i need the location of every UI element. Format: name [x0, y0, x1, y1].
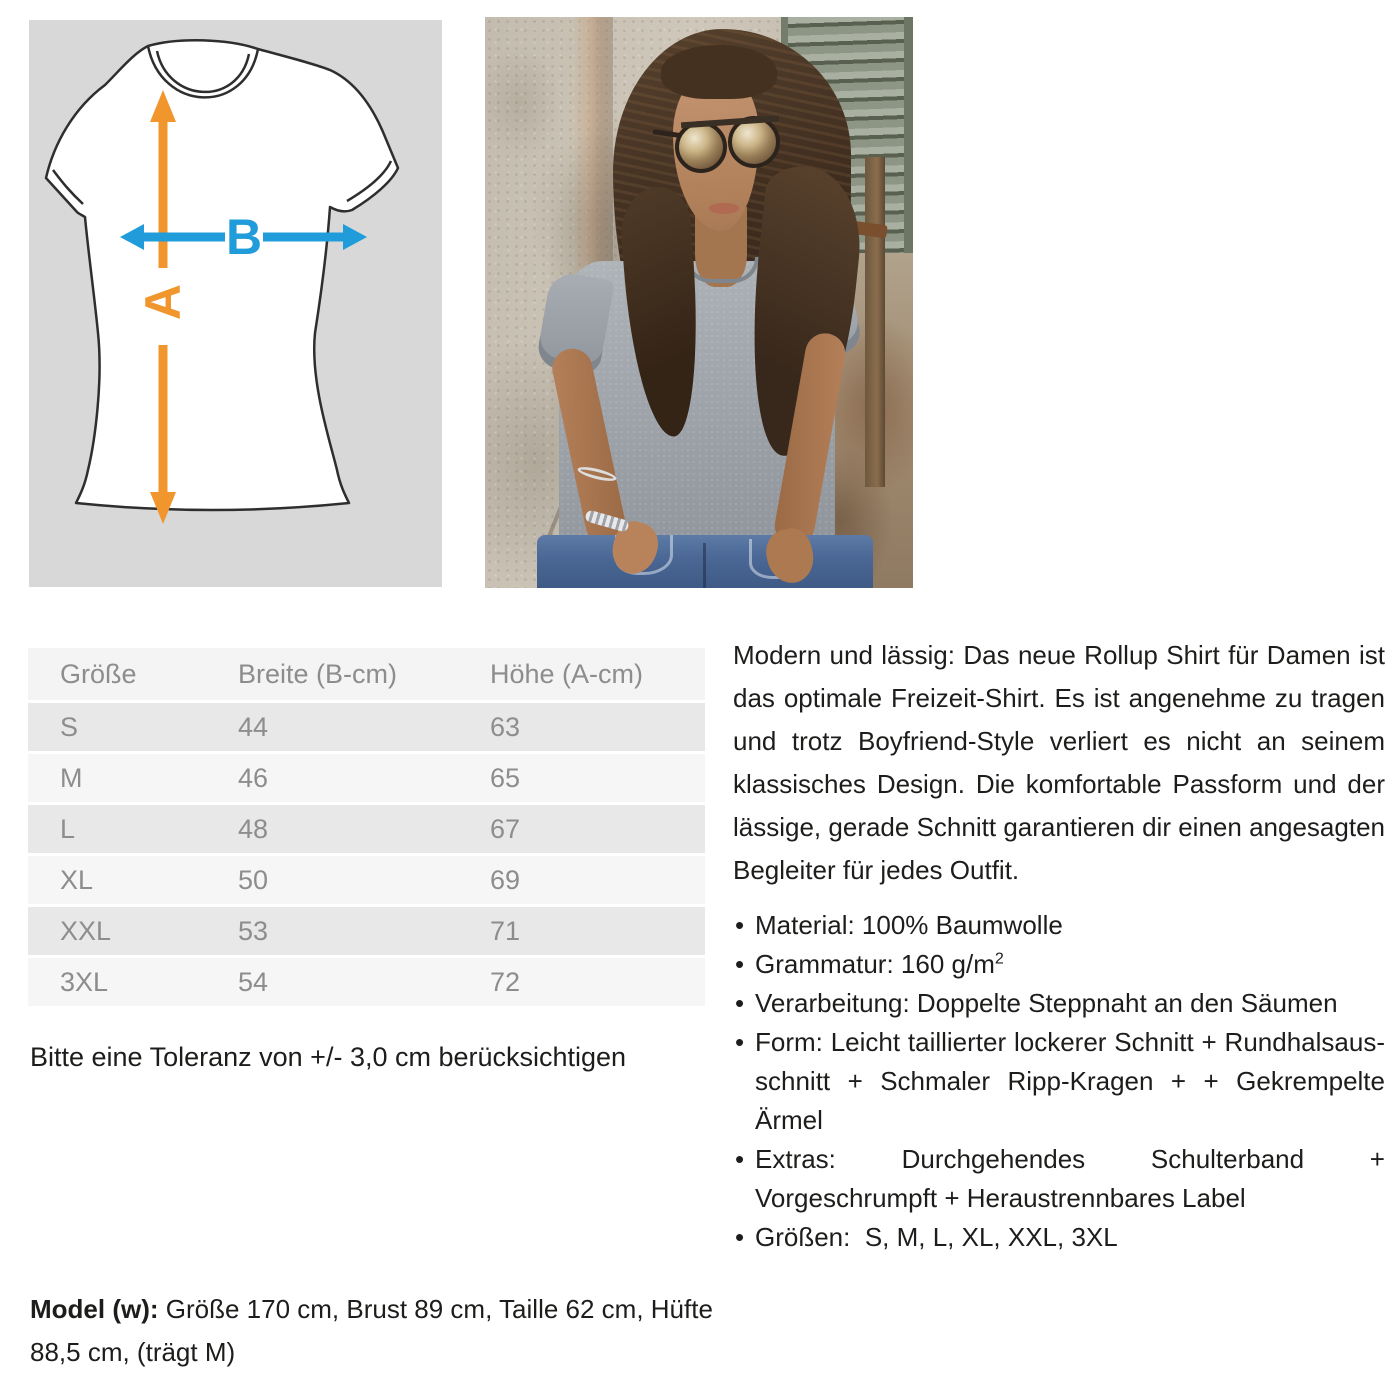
width-label: B — [225, 209, 263, 265]
size-diagram-box — [29, 20, 442, 587]
tshirt-outline — [46, 40, 398, 510]
spec-text: Größen: S, M, L, XL, XXL, 3XL — [755, 1222, 1118, 1252]
table-cell: 67 — [490, 813, 521, 844]
table-row — [28, 703, 705, 751]
table-cell: 48 — [238, 813, 269, 844]
table-cell: 63 — [490, 711, 521, 742]
table-cell: 72 — [490, 966, 521, 997]
table-row — [28, 754, 705, 802]
header-hoehe: Höhe (A-cm) — [490, 658, 644, 689]
height-label: A — [135, 283, 191, 321]
model-info — [30, 1288, 740, 1374]
spec-text: Material: 100% Baumwolle — [755, 910, 1063, 940]
spec-item — [733, 1023, 1385, 1140]
spec-text: Verarbeitung: Doppelte Steppnaht an den Säumen — [755, 988, 1338, 1018]
table-cell: 54 — [238, 966, 269, 997]
table-cell: 71 — [490, 915, 521, 946]
model-info-label: Model (w): — [30, 1294, 159, 1324]
header-groesse: Größe — [60, 658, 137, 689]
size-table-rows — [28, 703, 705, 1006]
model-hair-fringe — [661, 45, 777, 99]
model-info-text: Größe 170 cm, Brust 89 cm, Taille 62 cm, Hüfte 88,5 cm, (trägt M) — [30, 1294, 713, 1367]
jeans-fly-seam — [703, 543, 706, 588]
superscript: 2 — [994, 949, 1004, 968]
spec-item — [733, 1218, 1385, 1257]
wood-beam — [865, 157, 885, 487]
header-breite: Breite (B-cm) — [238, 658, 398, 689]
table-cell: XL — [60, 864, 94, 895]
table-cell: 46 — [238, 762, 269, 793]
table-cell: 50 — [238, 864, 269, 895]
table-row — [28, 958, 705, 1006]
table-row — [28, 907, 705, 955]
product-description — [733, 634, 1385, 1257]
table-row — [28, 856, 705, 904]
table-cell: L — [60, 813, 76, 844]
tolerance-note: Bitte eine Toleranz von +/- 3,0 cm berücksichtigen — [30, 1042, 627, 1072]
spec-item — [733, 1140, 1385, 1218]
model-lips — [709, 203, 739, 214]
spec-text: Grammatur: 160 g/m — [755, 949, 995, 979]
table-cell: 44 — [238, 711, 269, 742]
spec-list — [733, 906, 1385, 1257]
bullet-icon: • — [735, 910, 745, 940]
tshirt-measure-diagram — [29, 20, 442, 587]
model-jeans — [537, 535, 873, 588]
bullet-icon: • — [735, 949, 745, 979]
table-cell: XXL — [60, 915, 112, 946]
bullet-icon: • — [735, 1222, 745, 1252]
bullet-icon: • — [735, 1027, 745, 1057]
size-table-header — [28, 648, 705, 700]
table-row — [28, 805, 705, 853]
spec-item — [733, 945, 1385, 984]
table-cell: 53 — [238, 915, 269, 946]
table-cell: 3XL — [60, 966, 109, 997]
bullet-icon: • — [735, 988, 745, 1018]
product-photo — [485, 17, 913, 588]
size-table — [28, 648, 705, 1006]
bullet-icon: • — [735, 1144, 745, 1174]
spec-item — [733, 906, 1385, 945]
table-cell: 69 — [490, 864, 521, 895]
spec-text: Extras: Durchgehendes Schulterband + Vorgeschrumpft + Heraustrennbares Label — [755, 1144, 1385, 1213]
table-cell: M — [60, 762, 83, 793]
sunglasses-lens-left — [675, 121, 727, 173]
spec-text: Form: Leicht taillierter lockerer Schnitt + Rundhalsaus-schnitt + Schmaler Ripp-Kragen + + Gekrempelte Ärmel — [755, 1027, 1385, 1135]
description-intro: Modern und lässig: Das neue Rollup Shirt für Damen ist das optimale Freizeit-Shirt. Es ist angenehme zu tragen und trotz Boyfriend-Style verliert es nicht an seinem klassisches Design. Die komfortable Passform und der lässige, gerade Schnitt garantieren dir einen angesagten Begleiter für jedes Outfit. — [733, 640, 1385, 885]
spec-item — [733, 984, 1385, 1023]
table-cell: S — [60, 711, 79, 742]
table-cell: 65 — [490, 762, 521, 793]
